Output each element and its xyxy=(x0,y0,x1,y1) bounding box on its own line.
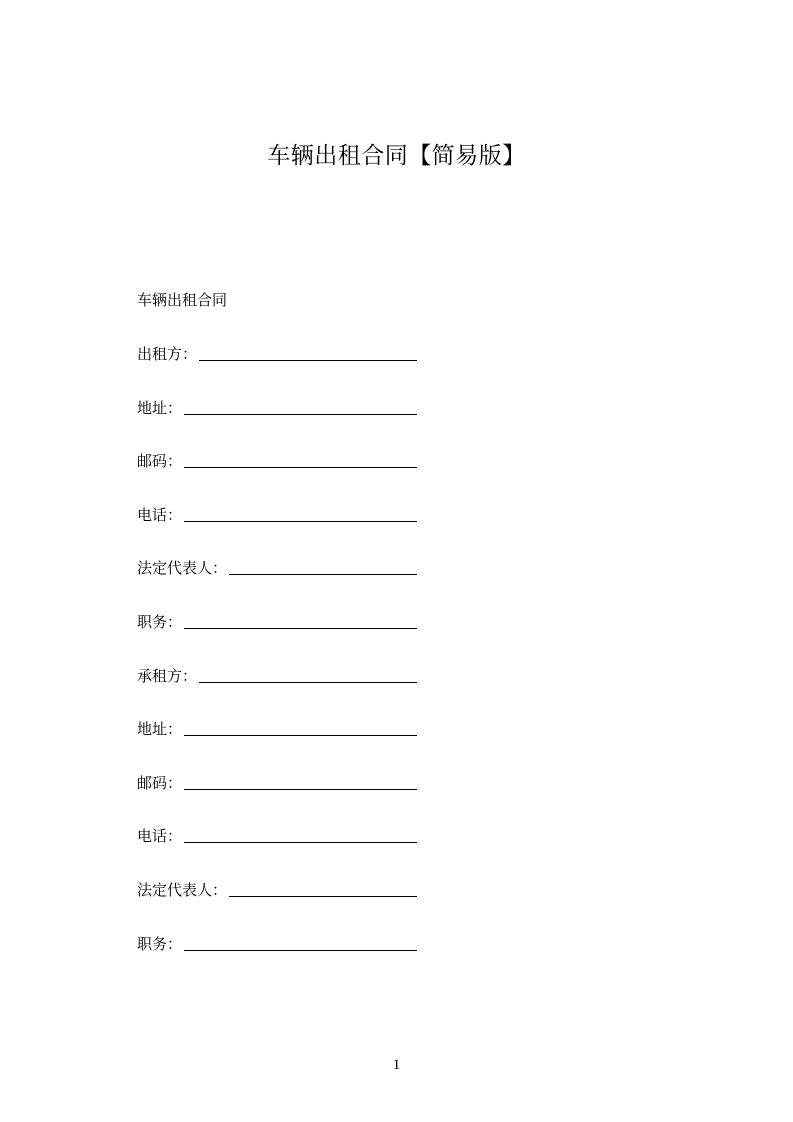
field-label: 出租方： xyxy=(137,345,198,363)
field-label: 地址： xyxy=(137,720,183,739)
blank-line xyxy=(199,666,417,683)
field-row-lessee-representative xyxy=(137,880,417,934)
field-label: 邮码： xyxy=(137,773,183,792)
field-row-lessee-address xyxy=(137,719,417,773)
field-row-lessor-position xyxy=(137,612,417,666)
blank-line xyxy=(184,826,417,843)
field-label: 承租方： xyxy=(137,666,198,685)
blank-line xyxy=(229,558,417,575)
field-label: 电话： xyxy=(137,827,183,846)
field-row-lessee xyxy=(137,666,417,720)
field-row-lessor-address xyxy=(137,398,417,452)
field-label: 电话： xyxy=(137,505,183,524)
field-label: 地址： xyxy=(137,398,183,417)
field-row-lessor-representative xyxy=(137,558,417,612)
field-label: 法定代表人： xyxy=(137,559,228,578)
field-row-lessee-phone xyxy=(137,826,417,880)
field-row-lessee-postcode xyxy=(137,773,417,827)
document-title: 车辆出租合同【简易版】 xyxy=(267,143,526,169)
blank-line xyxy=(184,934,417,951)
contract-heading: 车辆出租合同 xyxy=(137,291,228,309)
field-label: 职务： xyxy=(137,934,183,953)
blank-line xyxy=(184,719,417,736)
blank-line xyxy=(184,451,417,468)
blank-line xyxy=(184,773,417,790)
blank-line xyxy=(184,398,417,415)
party-fields xyxy=(137,344,417,987)
field-label: 法定代表人： xyxy=(137,880,228,899)
field-row-lessor-postcode xyxy=(137,451,417,505)
blank-line xyxy=(184,505,417,522)
field-label: 邮码： xyxy=(137,452,183,471)
blank-line xyxy=(199,344,417,361)
field-row-lessor xyxy=(137,344,417,398)
field-row-lessee-position xyxy=(137,934,417,988)
blank-line xyxy=(229,880,417,897)
field-label: 职务： xyxy=(137,612,183,631)
field-row-lessor-phone xyxy=(137,505,417,559)
page-number: 1 xyxy=(392,1057,401,1073)
blank-line xyxy=(184,612,417,629)
